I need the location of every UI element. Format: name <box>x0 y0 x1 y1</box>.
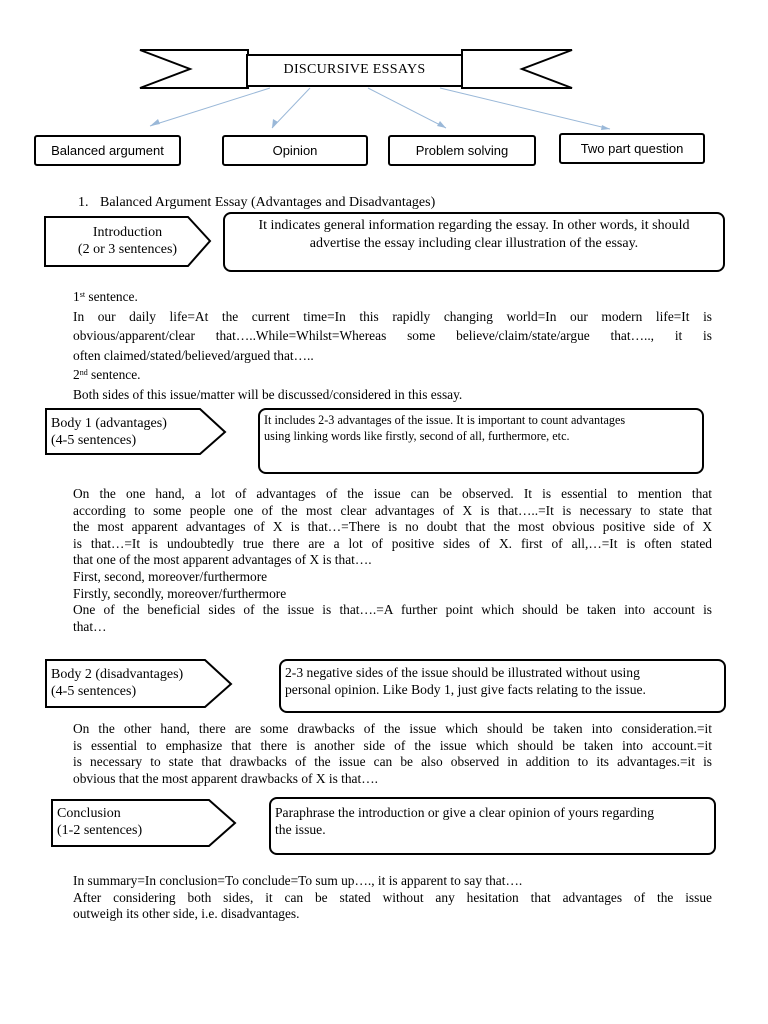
body1-paragraph-line: the most apparent advantages of X is that…=There is no doubt that the most obvious positive side of X <box>73 519 712 535</box>
conclusion-description-line2: the issue. <box>275 822 326 837</box>
intro-description-line1: It indicates general information regarding the essay. In other words, it should <box>258 218 690 233</box>
body2-label-title: Body 2 (disadvantages) <box>51 667 184 682</box>
body2-description-line1: 2-3 negative sides of the issue should be illustrated without using <box>285 665 640 680</box>
body1-paragraph-line: Firstly, secondly, moreover/furthermore <box>73 585 287 601</box>
body1-paragraph-line: One of the beneficial sides of the issue is that….=A further point which should be taken into account is <box>73 602 712 618</box>
section-heading <box>78 195 435 211</box>
intro-paragraph-line: Both sides of this issue/matter will be discussed/considered in this essay. <box>73 386 463 402</box>
body1-description-line1: It includes 2-3 advantages of the issue. It is important to count advantages <box>264 413 626 427</box>
connector-arrow <box>440 88 610 129</box>
body1-paragraph-line: according to some people one of the most clear advantages of X is that…..=It is necessary to state that <box>73 502 712 518</box>
body1-paragraph-line: First, second, moreover/furthermore <box>73 568 268 584</box>
body1-description-box <box>258 408 704 474</box>
body2-paragraph-line: is necessary to state that drawbacks of the issue can be also observed in addition to its advantages.=it is <box>73 754 712 770</box>
body2-paragraph-line: On the other hand, there are some drawbacks of the issue which should be taken into consideration.=it <box>73 721 712 736</box>
body1-label-title: Body 1 (advantages) <box>51 416 167 431</box>
conclusion-description-box <box>269 797 716 855</box>
intro-paragraph-line: In our daily life=At the current time=In this rapidly changing world=In our modern life=It is <box>73 308 712 324</box>
conclusion-paragraph-line: outweigh its other side, i.e. disadvantages. <box>73 906 300 922</box>
body1-label-count: (4-5 sentences) <box>51 433 137 448</box>
page-title: DISCURSIVE ESSAYS <box>283 62 426 77</box>
intro-description-box <box>223 212 725 272</box>
intro-paragraph-line: often claimed/stated/believed/argued that….. <box>73 347 314 363</box>
arrow-head <box>437 121 446 128</box>
body2-text-block <box>73 721 712 787</box>
arrow-head <box>150 119 160 126</box>
section-title: Balanced Argument Essay (Advantages and Disadvantages) <box>100 195 436 210</box>
body2-label <box>51 666 183 700</box>
category-opinion: Opinion <box>222 135 368 166</box>
conclusion-paragraph-line: After considering both sides, it can be stated without any hesitation that advantages of the issue <box>73 889 712 905</box>
intro-paragraph-line: obvious/apparent/clear that…..While=Whilst=Whereas some believe/claim/state/argue that….., it is <box>73 328 712 344</box>
body2-paragraph-line: is essential to emphasize that there is another side of the issue which should be taken into account.=it <box>73 737 712 753</box>
body1-label <box>51 415 167 449</box>
intro-description-line2: advertise the essay including clear illustration of the essay. <box>309 236 639 251</box>
conclusion-label <box>57 805 142 839</box>
body1-paragraph-line: is that…=It is undoubtedly true there are a lot of positive sides of X. first of all,…=It is often stated <box>73 535 712 551</box>
first-sentence-label: 1st sentence. <box>73 289 138 304</box>
body1-paragraph-line: that one of the most apparent advantages of X is that…. <box>73 552 372 568</box>
body2-description-box <box>279 659 726 713</box>
conclusion-description-line1: Paraphrase the introduction or give a clear opinion of yours regarding <box>275 805 654 820</box>
arrow-head <box>272 119 278 128</box>
body1-paragraph-line: On the one hand, a lot of advantages of the issue can be observed. It is essential to mention that <box>73 486 712 501</box>
category-balanced-argument: Balanced argument <box>34 135 181 166</box>
intro-label <box>45 224 210 258</box>
connector-arrow <box>368 88 446 128</box>
arrow-head <box>601 125 610 130</box>
category-two-part-question: Two part question <box>559 133 705 164</box>
conclusion-label-count: (1-2 sentences) <box>57 823 143 838</box>
body1-paragraph-line: that… <box>73 618 107 634</box>
second-sentence-label: 2nd sentence. <box>73 367 141 383</box>
conclusion-paragraph-line: In summary=In conclusion=To conclude=To sum up…., it is apparent to say that…. <box>73 873 523 888</box>
section-number: 1. <box>78 195 89 210</box>
intro-label-title: Introduction <box>92 225 163 240</box>
category-problem-solving: Problem solving <box>388 135 536 166</box>
intro-text-block <box>73 289 712 404</box>
body1-description-line2: using linking words like firstly, second of all, furthermore, etc. <box>264 429 570 443</box>
intro-label-count: (2 or 3 sentences) <box>77 242 178 257</box>
body2-label-count: (4-5 sentences) <box>51 684 137 699</box>
body2-paragraph-line: obvious that the most apparent drawbacks of X is that…. <box>73 770 378 786</box>
body1-text-block <box>73 486 712 635</box>
banner-left-tail <box>140 50 248 88</box>
connector-arrow <box>150 88 270 126</box>
banner-right-tail <box>462 50 572 88</box>
body2-description-line2: personal opinion. Like Body 1, just give facts relating to the issue. <box>285 682 646 697</box>
conclusion-text-block <box>73 873 712 923</box>
conclusion-label-title: Conclusion <box>57 806 121 821</box>
